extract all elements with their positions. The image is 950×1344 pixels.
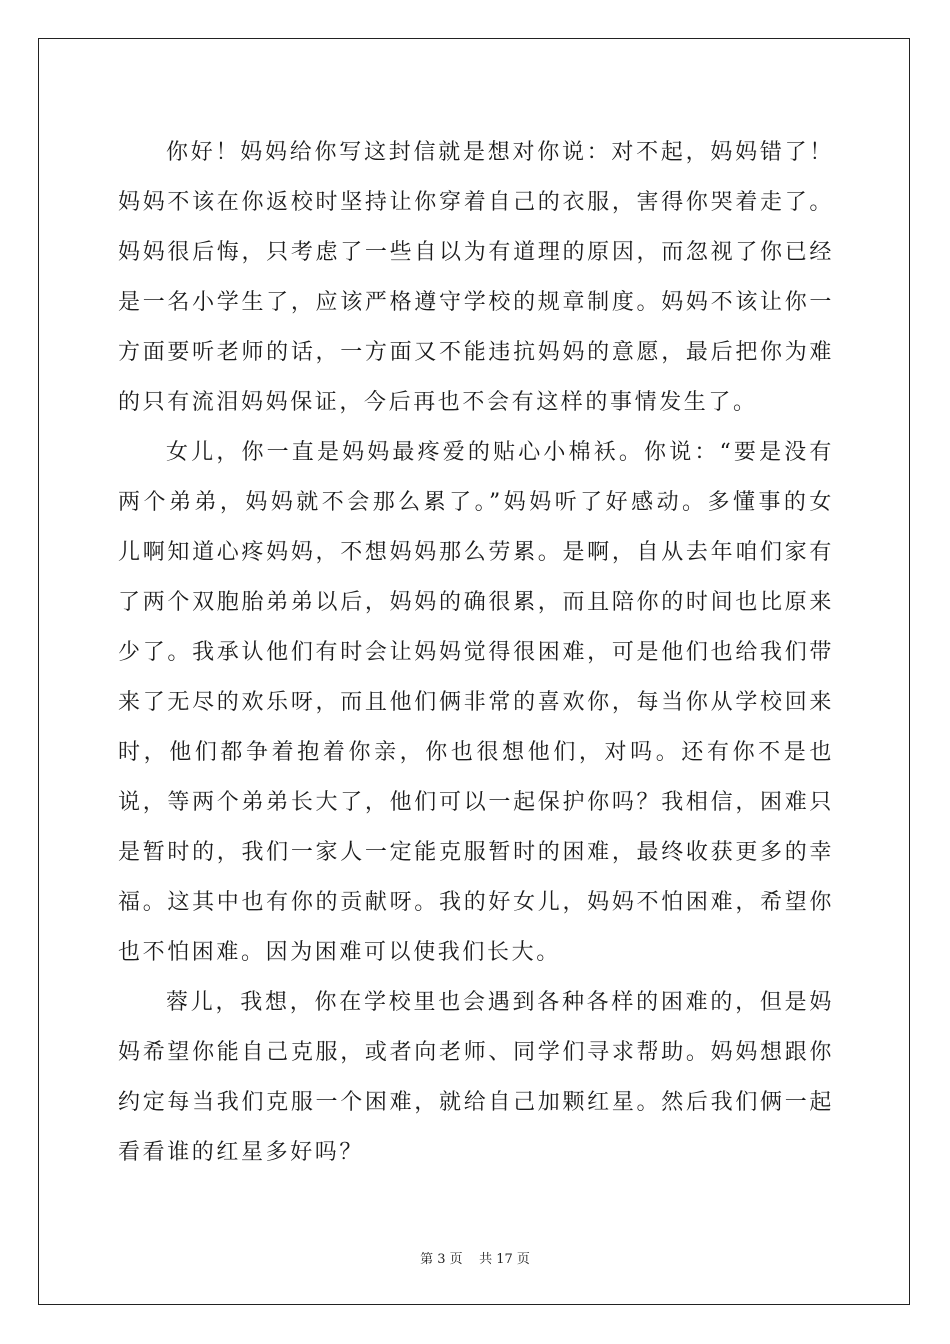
paragraph-red-star: 蓉儿，我想，你在学校里也会遇到各种各样的困难的，但是妈妈希望你能自己克服，或者向老师、同学们寻求帮助。妈妈想跟你约定每当我们克服一个困难，就给自己加颗红星。然后我们俩一起看看谁的红星多好吗？ (118, 990, 834, 1165)
letter-body (118, 128, 834, 1178)
page-number-footer: 第 3 页 共 17 页 (420, 1252, 530, 1267)
paragraph-apology: 你好！妈妈给你写这封信就是想对你说：对不起，妈妈错了！妈妈不该在你返校时坚持让你穿着自己的衣服，害得你哭着走了。妈妈很后悔，只考虑了一些自以为有道理的原因，而忽视了你已经是一名小学生了，应该严格遵守学校的规章制度。妈妈不该让你一方面要听老师的话，一方面又不能违抗妈妈的意愿，最后把你为难的只有流泪妈妈保证，今后再也不会有这样的事情发生了。 (118, 140, 834, 415)
paragraph-daughter: 女儿，你一直是妈妈最疼爱的贴心小棉袄。你说：“要是没有两个弟弟，妈妈就不会那么累了。”妈妈听了好感动。多懂事的女儿啊知道心疼妈妈，不想妈妈那么劳累。是啊，自从去年咱们家有了两个双胞胎弟弟以后，妈妈的确很累，而且陪你的时间也比原来少了。我承认他们有时会让妈妈觉得很困难，可是他们也给我们带来了无尽的欢乐呀，而且他们俩非常的喜欢你，每当你从学校回来时，他们都争着抱着你亲，你也很想他们，对吗。还有你不是也说，等两个弟弟长大了，他们可以一起保护你吗？我相信，困难只是暂时的，我们一家人一定能克服暂时的困难，最终收获更多的幸福。这其中也有你的贡献呀。我的好女儿，妈妈不怕困难，希望你也不怕困难。因为困难可以使我们长大。 (118, 440, 834, 965)
